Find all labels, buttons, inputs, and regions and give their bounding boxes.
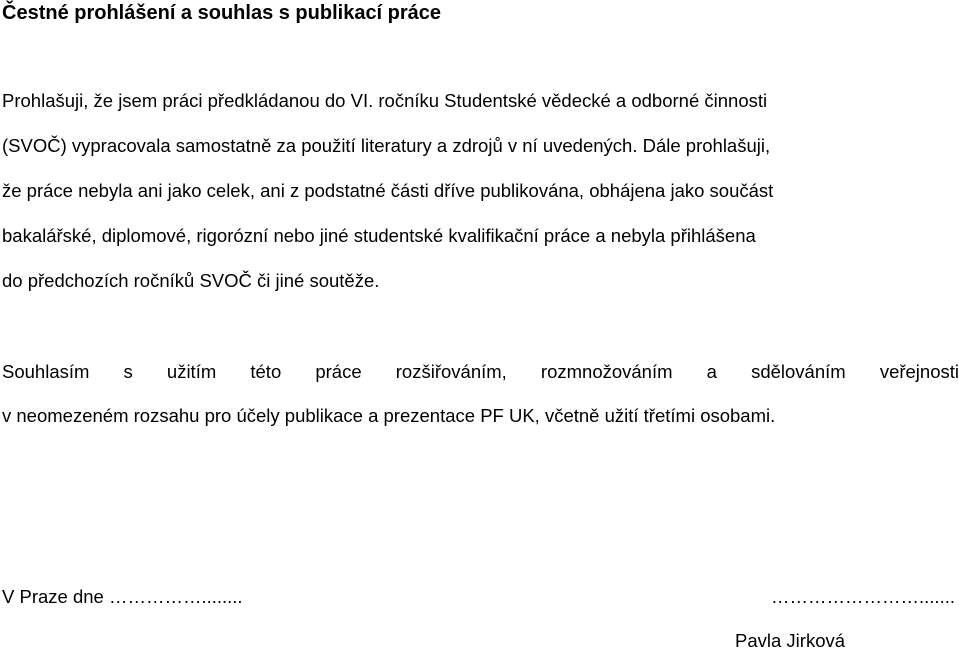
consent-line-1 — [2, 361, 959, 383]
consent-word: veřejnosti — [879, 361, 959, 382]
consent-word: Souhlasím — [2, 361, 90, 382]
signature-name: Pavla Jirková — [735, 630, 846, 651]
consent-word: užitím — [166, 361, 217, 382]
place-date-line: V Praze dne ……………........ — [2, 586, 243, 607]
consent-word: této — [250, 361, 282, 382]
declaration-line-2: (SVOČ) vypracovala samostatně za použití literatury a zdrojů v ní uvedených. Dále prohlašuji, — [2, 135, 771, 156]
consent-line-2: v neomezeném rozsahu pro účely publikace a prezentace PF UK, včetně užití třetími osobami. — [2, 405, 776, 426]
declaration-line-5: do předchozích ročníků SVOČ či jiné soutěže. — [2, 270, 380, 291]
declaration-line-4: bakalářské, diplomové, rigorózní nebo jiné studentské kvalifikační práce a nebyla přihlášena — [2, 225, 756, 246]
signature-line: ……………………....... — [771, 586, 955, 607]
consent-word: rozšiřováním, — [395, 361, 507, 382]
document-heading: Čestné prohlášení a souhlas s publikací práce — [2, 2, 442, 24]
consent-word: s — [123, 361, 133, 382]
declaration-line-3: že práce nebyla ani jako celek, ani z podstatné části dříve publikována, obhájena jako součást — [2, 180, 774, 201]
consent-word: rozmnožováním — [540, 361, 673, 382]
declaration-line-1: Prohlašuji, že jsem práci předkládanou do VI. ročníku Studentské vědecké a odborné činnosti — [2, 90, 768, 111]
consent-word: sdělováním — [751, 361, 846, 382]
consent-word: a — [706, 361, 717, 382]
consent-word: práce — [315, 361, 362, 382]
